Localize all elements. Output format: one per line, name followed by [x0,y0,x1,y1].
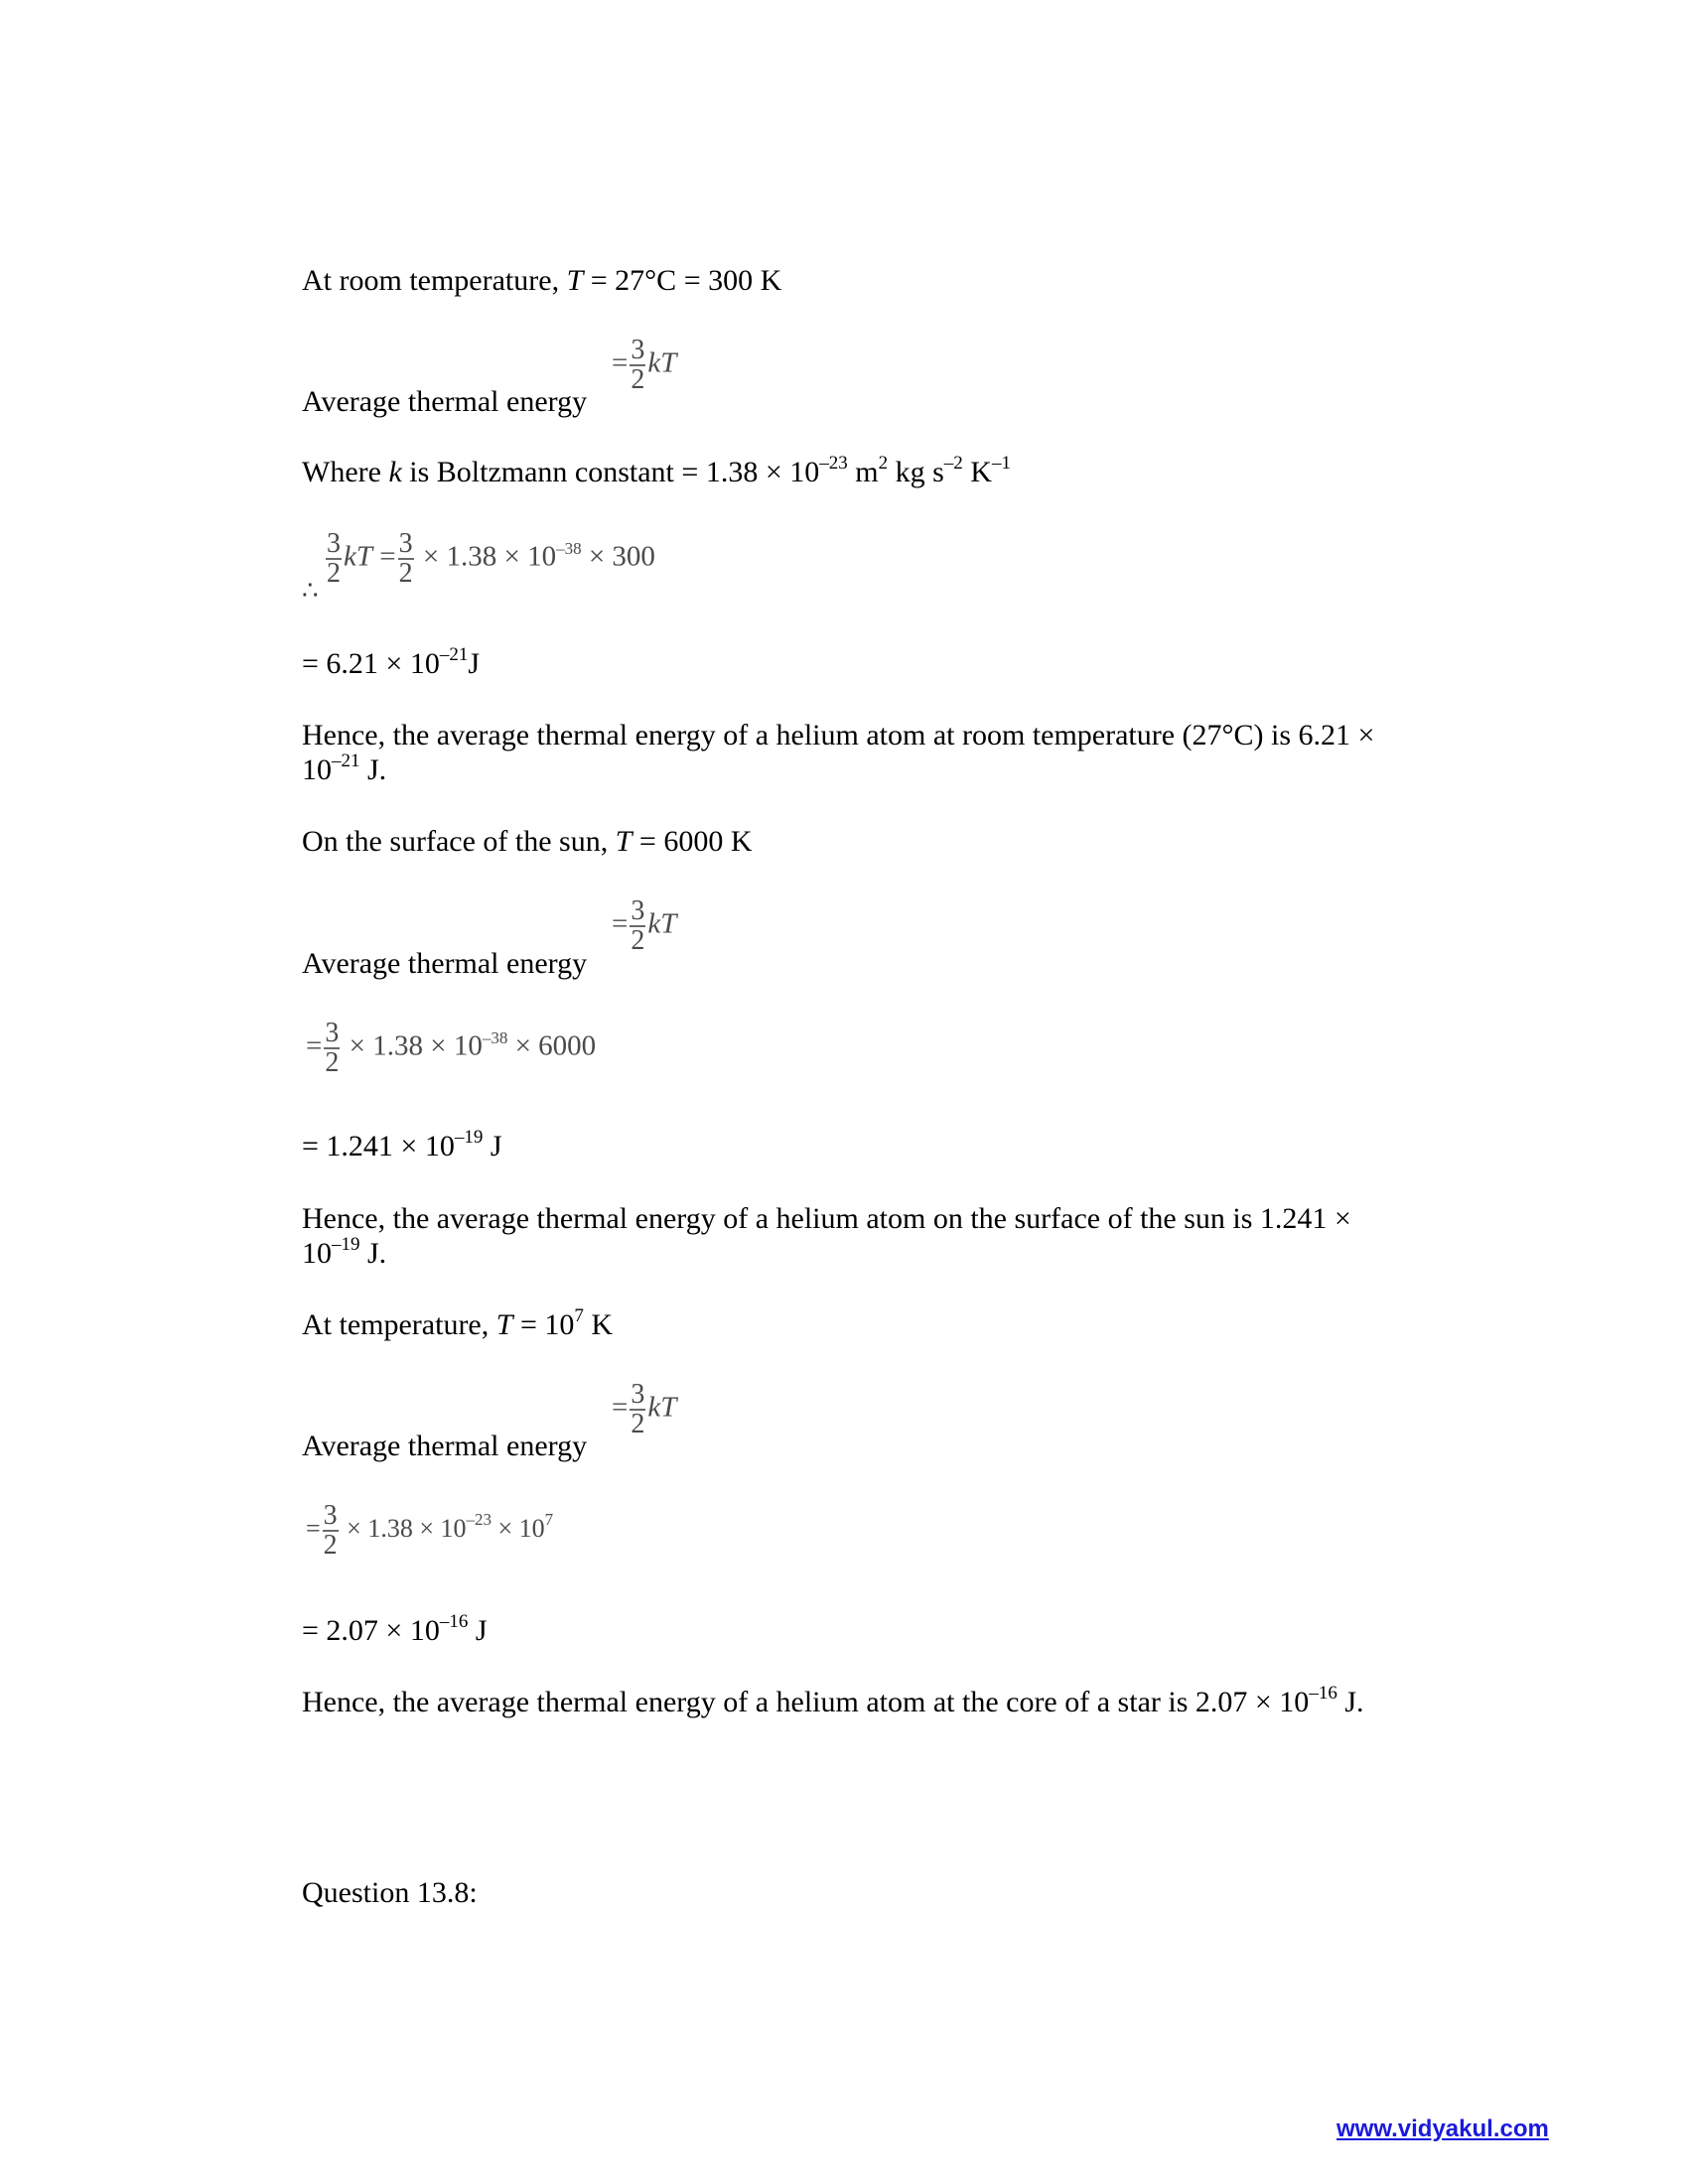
conclusion-room-line2 [302,753,386,791]
kt: kT [647,1391,677,1424]
denominator: 2 [631,925,645,956]
calc-star [306,1500,554,1561]
exponent: –2 [943,453,963,474]
text: K [583,1308,614,1341]
numerator: 3 [631,335,645,365]
denominator: 2 [398,558,413,589]
numerator: 3 [323,1500,338,1531]
text: = 1.241 × 10 [302,1130,455,1162]
text: × 6000 [514,1029,597,1062]
denominator: 2 [325,1047,340,1078]
footer-website-link[interactable]: www.vidyakul.com [1336,2116,1549,2142]
text: On the surface of the sun, [302,825,616,858]
exponent: –19 [454,1127,484,1148]
var-t: T [566,264,584,297]
fraction [630,895,645,956]
exponent: 2 [878,453,889,474]
exponent: –19 [332,1234,360,1255]
exponent: –23 [819,453,848,474]
exponent: –21 [332,751,360,771]
fraction [324,1018,340,1078]
therefore-symbol: ∴ [302,576,319,605]
kt: kT [647,346,677,379]
text: Where [302,456,389,488]
text: = 10 [512,1308,575,1341]
denominator: 2 [323,1530,338,1561]
text: J. [359,753,387,786]
text: = 6000 K [632,825,753,858]
question-heading: Question 13.8: [302,1876,478,1909]
numerator: 3 [631,1379,645,1410]
fraction [398,528,414,589]
text: = 27°C = 300 K [583,264,782,297]
var-t: T [615,825,633,858]
text: K [962,456,992,488]
energy-label-room: Average thermal energy [302,385,588,418]
calc-room [324,528,655,589]
exponent: –21 [439,644,469,665]
result-star [302,1611,488,1652]
equals-sign: = [612,346,629,379]
text: kg s [888,456,944,488]
text: J [468,647,481,680]
numerator: 3 [327,528,341,559]
formula-star [612,1379,677,1439]
text: is Boltzmann constant = 1.38 × 10 [401,456,820,488]
text: J [483,1130,502,1162]
fraction [630,1379,645,1439]
exponent: 7 [544,1509,554,1529]
text: J. [1336,1686,1364,1718]
exponent: –38 [482,1027,508,1047]
text: m [847,456,879,488]
text: Hence, the average thermal energy of a helium atom at the core of a star is 2.07 × 10 [302,1686,1310,1718]
text: J [468,1614,488,1647]
boltzmann-constant-line [302,453,1011,493]
text: J. [359,1237,387,1270]
var-k: k [388,456,402,488]
fraction [630,335,645,395]
energy-label-sun: Average thermal energy [302,947,588,980]
exponent: 7 [574,1305,584,1326]
text: 10 [302,753,332,786]
numerator: 3 [631,895,645,926]
star-temperature-intro [302,1305,614,1346]
energy-label-star: Average thermal energy [302,1430,588,1462]
equals-sign: = [612,907,629,940]
calc-sun [306,1018,597,1078]
sun-surface-intro [302,825,753,859]
denominator: 2 [327,558,341,589]
text: × 1.38 × 10 [347,1513,467,1543]
conclusion-star [302,1683,1364,1723]
room-temperature-intro [302,264,781,298]
result-sun [302,1127,502,1167]
kt: kT [647,907,677,940]
equals-sign: = [612,1391,629,1424]
var-t: T [495,1308,513,1341]
equals-sign: = [306,1029,323,1062]
formula-room [612,335,677,395]
exponent: –1 [991,453,1011,474]
text: × 300 [588,540,655,573]
kt: kT [344,540,372,573]
formula-sun [612,895,677,956]
denominator: 2 [631,1409,645,1439]
equals-sign: = [306,1513,321,1543]
text: × 10 [497,1513,545,1543]
fraction [323,1500,339,1561]
numerator: 3 [325,1018,340,1048]
exponent: –16 [1309,1683,1337,1704]
conclusion-sun-line1: Hence, the average thermal energy of a helium atom on the surface of the sun is 1.241 × [302,1202,1351,1235]
numerator: 3 [398,528,413,559]
text: 10 [302,1237,332,1270]
exponent: –23 [466,1509,492,1529]
text: × 1.38 × 10 [422,540,557,573]
denominator: 2 [631,364,645,395]
text: × 1.38 × 10 [349,1029,483,1062]
text: = 6.21 × 10 [302,647,440,680]
exponent: –16 [439,1611,469,1632]
text: = 2.07 × 10 [302,1614,440,1647]
conclusion-sun-line2 [302,1234,387,1275]
exponent: –38 [556,538,582,558]
equals-sign: = [379,540,396,573]
text: At temperature, [302,1308,496,1341]
text: At room temperature, [302,264,567,297]
fraction [326,528,342,589]
result-room [302,644,481,685]
conclusion-room-line1: Hence, the average thermal energy of a helium atom at room temperature (27°C) is 6.21 × [302,719,1375,751]
